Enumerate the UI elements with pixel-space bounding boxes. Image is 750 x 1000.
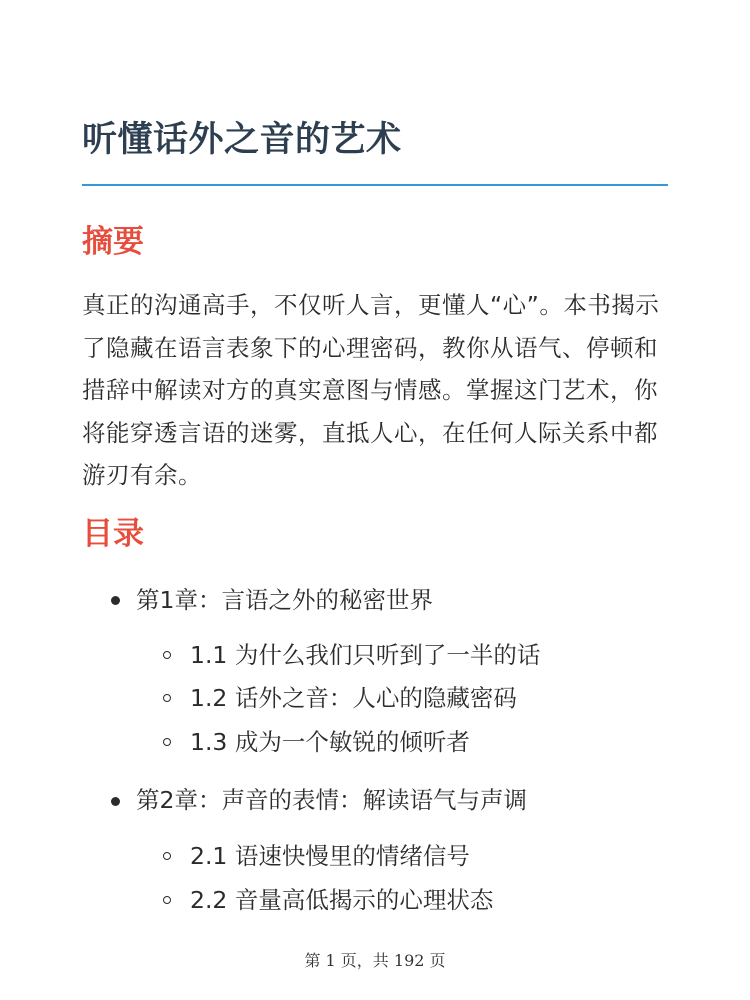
- toc-section-1-1[interactable]: 1.1 为什么我们只听到了一半的话: [190, 641, 541, 669]
- document-title: 听懂话外之音的艺术: [82, 120, 402, 160]
- page-number: 第 1 页，共 192 页: [304, 951, 446, 970]
- toc-chapter-2[interactable]: 第2章：声音的表情：解读语气与声调: [136, 786, 527, 814]
- section-bullet: [163, 896, 171, 904]
- abstract-heading: 摘要: [82, 224, 144, 260]
- chapter-bullet: [111, 797, 120, 806]
- toc-heading: 目录: [82, 516, 144, 552]
- section-bullet: [163, 651, 171, 659]
- chapter-bullet: [111, 596, 120, 605]
- toc-section-2-1[interactable]: 2.1 语速快慢里的情绪信号: [190, 842, 470, 870]
- abstract-text: 真正的沟通高手，不仅听人言，更懂人“心”。本书揭示了隐藏在语言表象下的心理密码，教你从语气、停顿和措辞中解读对方的真实意图与情感。掌握这门艺术，你将能穿透言语的迷雾，直抵人心，在任何人际关系中都游刃有余。: [82, 291, 660, 489]
- toc-section-1-2[interactable]: 1.2 话外之音：人心的隐藏密码: [190, 684, 517, 712]
- section-bullet: [163, 738, 171, 746]
- title-divider: [82, 184, 668, 186]
- toc-section-2-2[interactable]: 2.2 音量高低揭示的心理状态: [190, 886, 494, 914]
- toc-chapter-1[interactable]: 第1章：言语之外的秘密世界: [136, 586, 433, 614]
- toc-section-1-3[interactable]: 1.3 成为一个敏锐的倾听者: [190, 728, 470, 756]
- section-bullet: [163, 852, 171, 860]
- section-bullet: [163, 694, 171, 702]
